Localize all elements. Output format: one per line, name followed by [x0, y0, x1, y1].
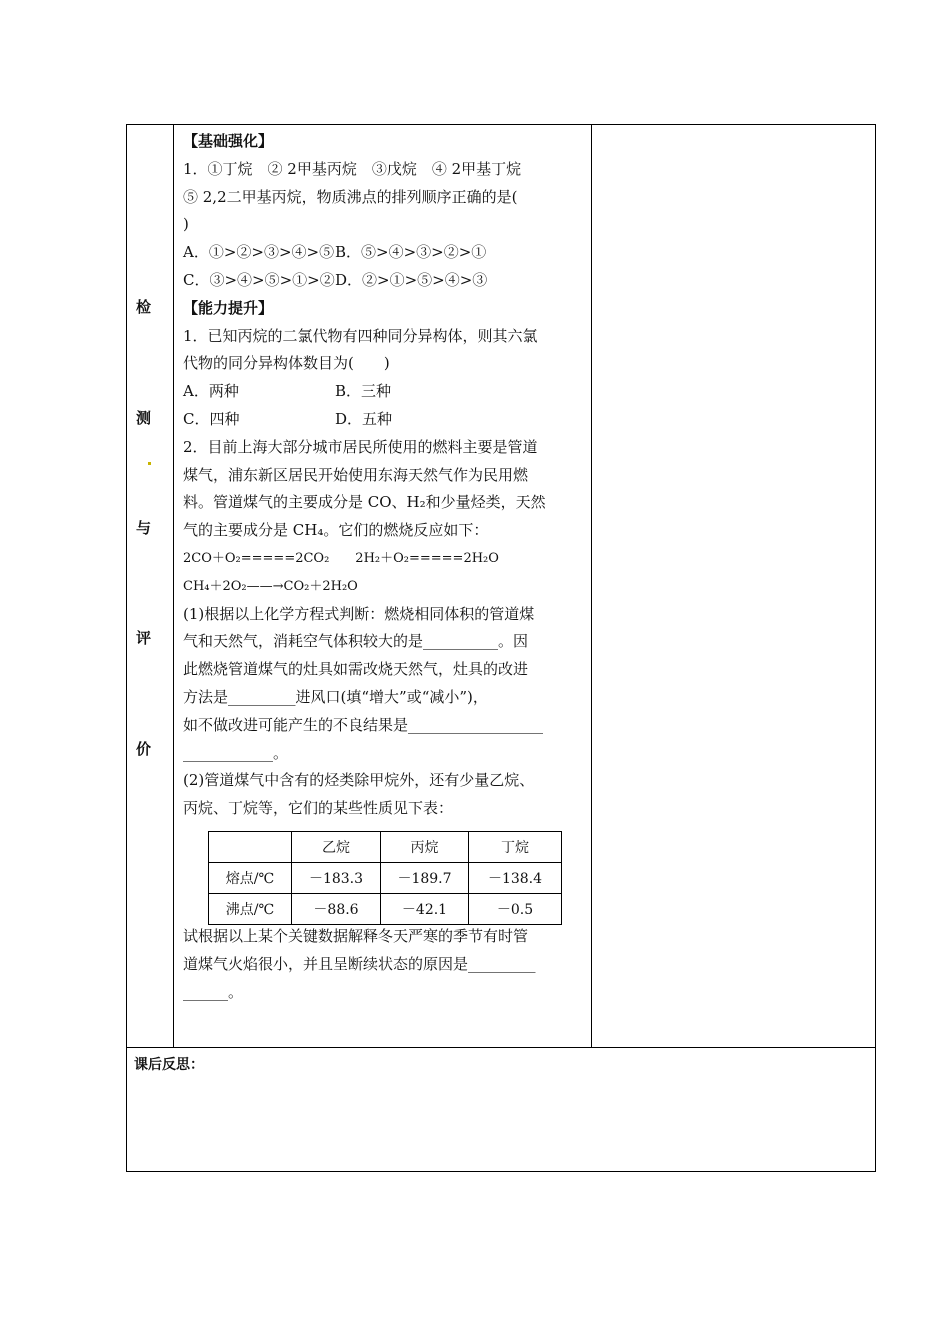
table-header-cell: 丁烷 [469, 832, 562, 863]
column-divider [173, 124, 174, 1048]
exercise-content [183, 128, 583, 823]
side-label-char: 测 [136, 409, 152, 427]
row-divider [126, 1047, 876, 1048]
table-cell: －138.4 [469, 863, 562, 894]
table-cell: 熔点/℃ [209, 863, 292, 894]
side-label-char: 与 [136, 519, 152, 537]
question-line: 料。管道煤气的主要成分是 CO、H₂和少量烃类，天然 [183, 493, 546, 512]
question-line: ⑤ 2,2二甲基丙烷，物质沸点的排列顺序正确的是( [183, 187, 518, 206]
option-a: A．两种 [183, 382, 239, 401]
table-row [209, 863, 562, 894]
question-line: 气和天然气，消耗空气体积较大的是__________。因 [183, 632, 529, 651]
question-line: 方法是_________进风口(填“增大”或“减小”)， [183, 687, 488, 706]
question-line: 2．目前上海大部分城市居民所使用的燃料主要是管道 [183, 437, 538, 456]
reflection-label: 课后反思： [134, 1057, 204, 1073]
table-cell: －0.5 [469, 894, 562, 925]
question-line: (1)根据以上化学方程式判断：燃烧相同体积的管道煤 [183, 604, 535, 623]
exercise-content-tail [183, 923, 583, 1006]
question-line: (2)管道煤气中含有的烃类除甲烷外，还有少量乙烷、 [183, 771, 535, 790]
table-header-cell [209, 832, 292, 863]
option-row [183, 406, 583, 434]
question-line: 1．已知丙烷的二氯代物有四种同分异构体，则其六氯 [183, 326, 538, 345]
question-line: 代物的同分异构体数目为( ) [183, 354, 390, 373]
option-d: D．五种 [335, 409, 393, 428]
question-line: 气的主要成分是 CH₄。它们的燃烧反应如下： [183, 521, 489, 540]
question-line: 丙烷、丁烷等，它们的某些性质见下表： [183, 799, 454, 818]
option-b: B．三种 [335, 382, 392, 401]
decorative-dot [148, 462, 151, 465]
table-cell: 沸点/℃ [209, 894, 292, 925]
section-heading-basic: 【基础强化】 [183, 132, 274, 150]
table-row [209, 894, 562, 925]
table-cell: －42.1 [381, 894, 469, 925]
option-b: B．⑤>④>③>②>① [335, 243, 487, 262]
section-heading-advanced: 【能力提升】 [183, 298, 274, 317]
option-d: D．②>①>⑤>④>③ [335, 270, 488, 289]
table-cell: －183.3 [292, 863, 381, 894]
option-row [183, 267, 583, 295]
side-label-char: 检 [136, 298, 152, 316]
table-cell: －189.7 [381, 863, 469, 894]
question-line: 试根据以上某个关键数据解释冬天严寒的季节有时管 [183, 927, 529, 945]
question-line: 如不做改进可能产生的不良结果是__________________ [183, 715, 544, 734]
option-row [183, 239, 583, 267]
side-label-char: 价 [136, 740, 152, 758]
question-line: ____________。 [183, 743, 289, 762]
table-header-cell: 丙烷 [381, 832, 469, 863]
properties-table [208, 831, 562, 925]
question-line: ______。 [183, 982, 244, 1001]
question-line: ) [183, 215, 189, 234]
table-header-cell: 乙烷 [292, 832, 381, 863]
side-label-char: 评 [136, 629, 152, 647]
option-c: C．③>④>⑤>①>② [183, 270, 335, 289]
question-line: 道煤气火焰很小，并且呈断续状态的原因是_________ [183, 954, 536, 973]
column-divider [591, 124, 592, 1048]
option-row [183, 378, 583, 406]
question-line: 此燃烧管道煤气的灶具如需改烧天然气，灶具的改进 [183, 660, 529, 679]
option-a: A．①>②>③>④>⑤ [183, 243, 335, 262]
table-header-row [209, 832, 562, 863]
question-line: 1．①丁烷 ② 2甲基丙烷 ③戊烷 ④ 2甲基丁烷 [183, 159, 522, 178]
table-cell: －88.6 [292, 894, 381, 925]
equation-line: CH₄＋2O₂——→CO₂＋2H₂O [183, 578, 358, 594]
option-c: C．四种 [183, 409, 240, 428]
equation-line: 2CO＋O₂=====2CO₂ 2H₂＋O₂=====2H₂O [183, 550, 499, 566]
question-line: 煤气，浦东新区居民开始使用东海天然气作为民用燃 [183, 465, 529, 484]
